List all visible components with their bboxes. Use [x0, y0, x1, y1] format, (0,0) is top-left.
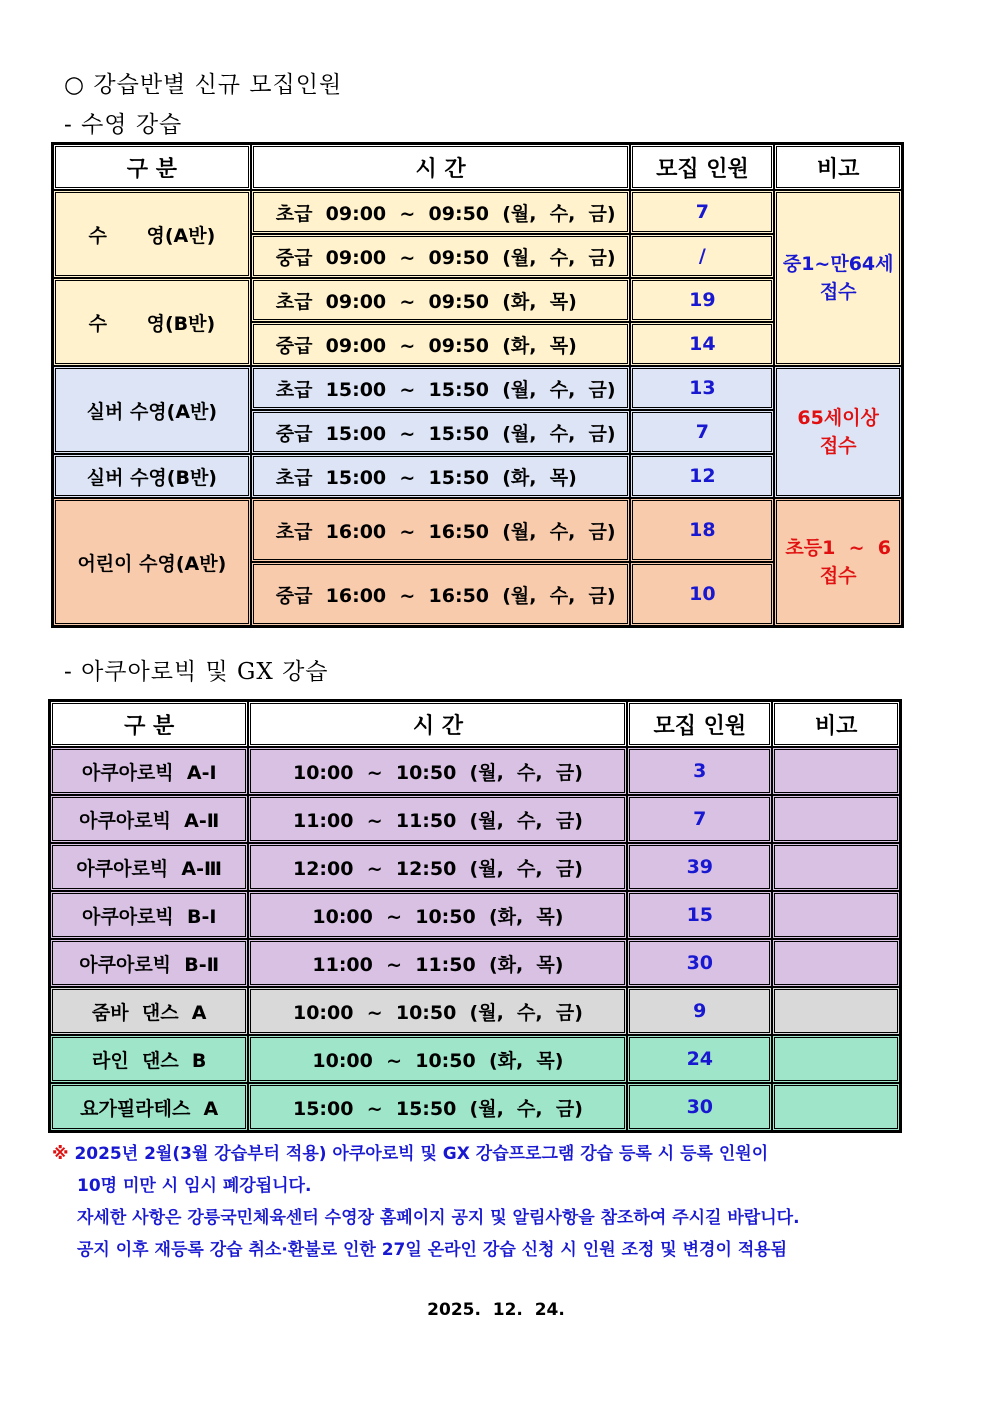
class-count: 7 — [630, 410, 774, 454]
header-count: 모집 인원 — [630, 144, 774, 190]
class-count: 30 — [627, 1083, 772, 1131]
remark — [772, 987, 900, 1035]
remark — [774, 190, 902, 366]
class-count: 7 — [627, 795, 772, 843]
class-name: 어린이 수영(A반) — [53, 498, 251, 626]
remark-line: 접수 — [819, 281, 857, 303]
table-row — [50, 987, 900, 1035]
class-count: 9 — [627, 987, 772, 1035]
notice-line: 10명 미만 시 임시 폐강됩니다. — [77, 1176, 312, 1196]
class-name: 아쿠아로빅 B-Ⅱ — [50, 939, 248, 987]
table-row — [50, 891, 900, 939]
class-count: 7 — [630, 190, 774, 234]
class-name: 아쿠아로빅 B-Ⅰ — [50, 891, 248, 939]
class-count: 15 — [627, 891, 772, 939]
class-time: 10:00 ~ 10:50 (월, 수, 금) — [248, 747, 627, 795]
class-name: 수 영(B반) — [53, 278, 251, 366]
class-name: 줌바 댄스 A — [50, 987, 248, 1035]
header-category: 구 분 — [50, 701, 248, 747]
class-time: 10:00 ~ 10:50 (화, 목) — [248, 1035, 627, 1083]
notice-block — [52, 1138, 800, 1266]
class-count: 10 — [630, 562, 774, 626]
notice-line: 공지 이후 재등록 강습 취소·환불로 인한 27일 온라인 강습 신청 시 인원 조정 및 변경이 적용됨 — [77, 1240, 788, 1260]
class-time: 중급 16:00 ~ 16:50 (월, 수, 금) — [251, 562, 631, 626]
class-time: 중급 09:00 ~ 09:50 (화, 목) — [251, 322, 631, 366]
table-header-row — [53, 144, 902, 190]
table-row — [53, 366, 902, 410]
class-time: 11:00 ~ 11:50 (월, 수, 금) — [248, 795, 627, 843]
class-name: 아쿠아로빅 A-Ⅲ — [50, 843, 248, 891]
remark — [772, 795, 900, 843]
header-remark: 비고 — [774, 144, 902, 190]
remark — [772, 939, 900, 987]
swim-section-title: - 수영 강습 — [64, 112, 183, 138]
header-remark: 비고 — [772, 701, 900, 747]
class-count: 3 — [627, 747, 772, 795]
remark-line: 65세이상 — [797, 407, 879, 429]
table-row — [50, 1035, 900, 1083]
remark — [772, 1035, 900, 1083]
class-name: 아쿠아로빅 A-Ⅱ — [50, 795, 248, 843]
gx-table — [48, 699, 902, 1133]
class-count: 19 — [630, 278, 774, 322]
remark-line: 중1~만64세 — [782, 253, 894, 275]
remark-line: 접수 — [819, 435, 857, 457]
header-time: 시 간 — [248, 701, 627, 747]
section-heading: ○ 강습반별 신규 모집인원 — [64, 72, 343, 98]
notice-line: 자세한 사항은 강릉국민체육센터 수영장 홈페이지 공지 및 알림사항을 참조하여 주시길 바랍니다. — [77, 1208, 800, 1228]
class-count: 12 — [630, 454, 774, 498]
table-row — [50, 843, 900, 891]
class-time: 15:00 ~ 15:50 (월, 수, 금) — [248, 1083, 627, 1131]
table-row — [50, 1083, 900, 1131]
class-time: 초급 16:00 ~ 16:50 (월, 수, 금) — [251, 498, 631, 562]
class-name: 수 영(A반) — [53, 190, 251, 278]
class-name: 요가필라테스 A — [50, 1083, 248, 1131]
remark — [772, 843, 900, 891]
class-time: 10:00 ~ 10:50 (월, 수, 금) — [248, 987, 627, 1035]
class-time: 초급 09:00 ~ 09:50 (월, 수, 금) — [251, 190, 631, 234]
remark — [774, 366, 902, 498]
class-time: 초급 15:00 ~ 15:50 (화, 목) — [251, 454, 631, 498]
remark — [774, 498, 902, 626]
swim-table — [51, 142, 904, 628]
class-count: / — [630, 234, 774, 278]
class-name: 라인 댄스 B — [50, 1035, 248, 1083]
header-count: 모집 인원 — [627, 701, 772, 747]
class-name: 실버 수영(B반) — [53, 454, 251, 498]
document-date: 2025. 12. 24. — [427, 1300, 565, 1320]
class-name: 실버 수영(A반) — [53, 366, 251, 454]
class-count: 14 — [630, 322, 774, 366]
class-time: 중급 15:00 ~ 15:50 (월, 수, 금) — [251, 410, 631, 454]
class-name: 아쿠아로빅 A-Ⅰ — [50, 747, 248, 795]
class-time: 초급 15:00 ~ 15:50 (월, 수, 금) — [251, 366, 631, 410]
remark-line: 초등1 ~ 6 — [785, 537, 891, 559]
class-count: 30 — [627, 939, 772, 987]
class-time: 초급 09:00 ~ 09:50 (화, 목) — [251, 278, 631, 322]
class-time: 12:00 ~ 12:50 (월, 수, 금) — [248, 843, 627, 891]
table-row — [50, 795, 900, 843]
remark — [772, 891, 900, 939]
class-count: 13 — [630, 366, 774, 410]
remark-line: 접수 — [819, 565, 857, 587]
header-time: 시 간 — [251, 144, 631, 190]
class-time: 중급 09:00 ~ 09:50 (월, 수, 금) — [251, 234, 631, 278]
reference-mark-icon: ※ — [52, 1144, 69, 1164]
table-row — [53, 498, 902, 562]
remark — [772, 1083, 900, 1131]
class-time: 10:00 ~ 10:50 (화, 목) — [248, 891, 627, 939]
gx-section-title: - 아쿠아로빅 및 GX 강습 — [64, 659, 329, 685]
notice-line — [52, 1138, 800, 1170]
table-row — [50, 747, 900, 795]
class-count: 24 — [627, 1035, 772, 1083]
header-category: 구 분 — [53, 144, 251, 190]
remark — [772, 747, 900, 795]
class-time: 11:00 ~ 11:50 (화, 목) — [248, 939, 627, 987]
table-row — [53, 190, 902, 234]
class-count: 18 — [630, 498, 774, 562]
notice-text: 2025년 2월(3월 강습부터 적용) 아쿠아로빅 및 GX 강습프로그램 강습 등록 시 등록 인원이 — [68, 1144, 769, 1164]
class-count: 39 — [627, 843, 772, 891]
table-row — [50, 939, 900, 987]
table-header-row — [50, 701, 900, 747]
